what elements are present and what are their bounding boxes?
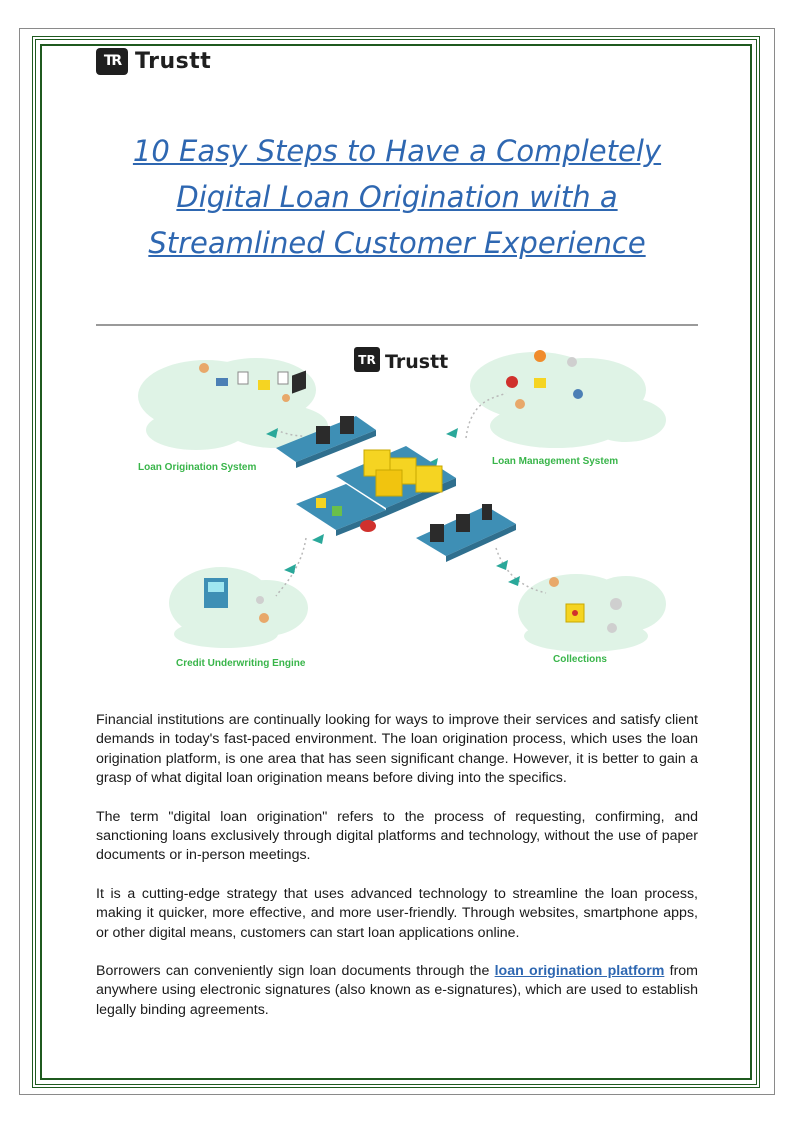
cloud-collections [518, 574, 666, 652]
page-title: 10 Easy Steps to Have a Completely Digital Loan Origination with a Streamlined Customer Experience [132, 134, 662, 260]
label-lms: Loan Management System [492, 456, 619, 467]
paragraph-3: It is a cutting-edge strategy that uses advanced technology to streamline the loan process, making it quicker, more effective, and more user-friendly. Through websites, smartphone apps, or other digital means, customers can start loan applications online. [96, 885, 698, 941]
paragraph-2: The term "digital loan origination" refers to the process of requesting, confirming, and sanctioning loans exclusively through digital platforms and technology, without the use of paper documents or in-person meetings. [96, 808, 698, 864]
loan-platform-diagram [126, 338, 674, 678]
diagram-logo-mark: TR [358, 353, 376, 367]
logo-mark-icon: TR [96, 48, 128, 75]
diagram-brand-name: Trustt [385, 351, 449, 373]
paragraph-4-before: Borrowers can conveniently sign loan documents through the [96, 963, 495, 980]
cloud-lms [470, 352, 666, 448]
label-los: Loan Origination System [138, 462, 257, 473]
brand-name: Trustt [135, 48, 212, 74]
label-cue: Credit Underwriting Engine [176, 658, 306, 669]
cloud-cue [169, 567, 308, 648]
cloud-los [138, 358, 328, 450]
label-collections: Collections [553, 654, 607, 665]
paragraph-4 [96, 962, 698, 1020]
platform-lower-right [416, 504, 516, 562]
brand-logo [96, 47, 211, 75]
diagram-logo [354, 347, 448, 373]
article-body [96, 711, 698, 1039]
loan-origination-platform-link[interactable]: loan origination platform [494, 963, 665, 980]
paragraph-1: Financial institutions are continually looking for ways to improve their services and satisfy client demands in today's fast-paced environment. The loan origination process, which uses the loan origination platform, is one area that has seen significant change. However, it is better to gain a grasp of what digital loan origination means before diving into the specifics. [96, 712, 698, 787]
divider [96, 324, 698, 326]
paragraph-4-after: from anywhere using electronic signatures (also known as e-signatures), which are used to establish legally binding agreements. [96, 963, 698, 1018]
